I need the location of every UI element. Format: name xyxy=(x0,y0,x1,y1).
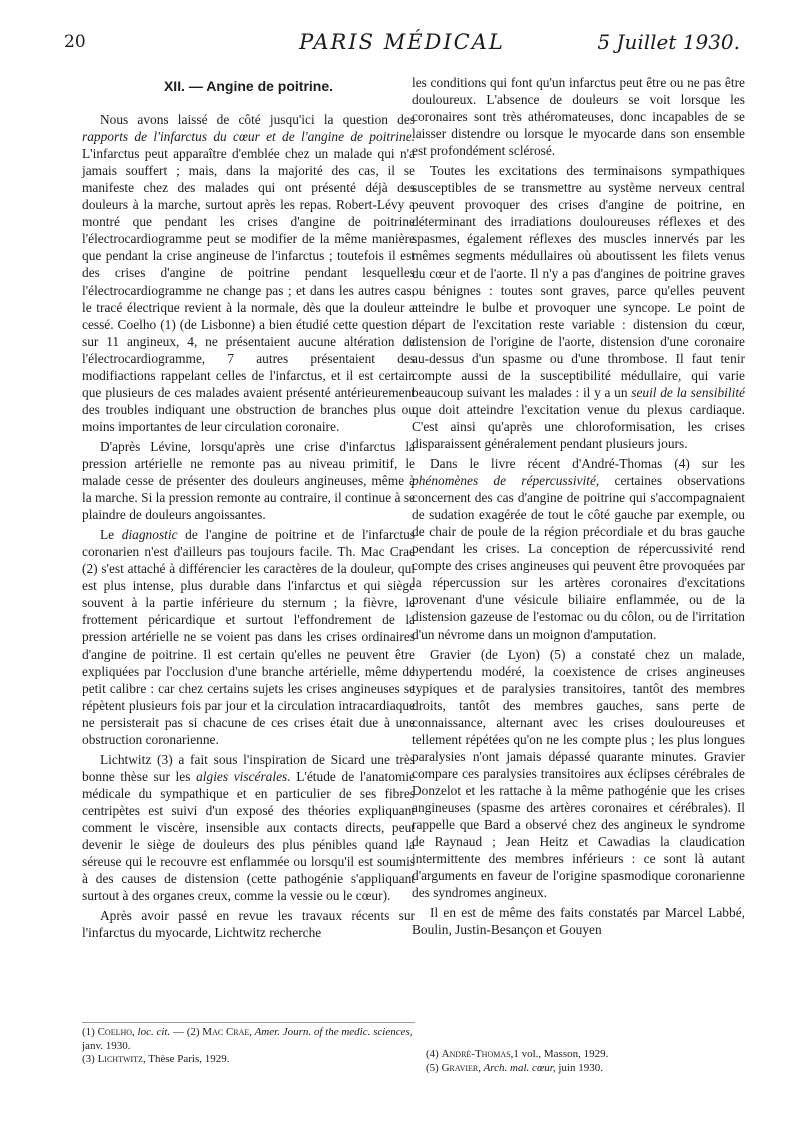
footnote: (4) André-Thomas,1 vol., Masson, 1929. xyxy=(426,1048,609,1060)
paragraph: Nous avons laissé de côté jusqu'ici la question des rapports de l'infarctus du cœur et de l'angine de poitrine. L'infarctus peut apparaître d'emblée chez un malade qui n'a jamais souffert ; mais, dans la majorité des cas, il se manifeste chez des malades qui ont présenté déjà des douleurs à la marche, surtout après les repas. Robert-Lévy a montré que pendant les crises d'angine de poitrine l'électrocardiogramme peut se modifier de la même manière que pendant la crise angineuse de l'infarctus ; toutefois il est des crises d'angine de poitrine pendant lesquelles l'électrocardiogramme ne change pas ; et dans les autres cas, le tracé électrique revient à la normale, dès que la douleur a cessé. Coelho (1) (de Lisbonne) a bien étudié cette question : sur 11 angineux, 4, ne présentaient aucune altération de l'électrocardiogramme, 7 autres présentaient des modifiactions rappelant celles de l'infarctus, et il est certain que plusieurs de ces malades avaient présenté antérieurement des troubles indiquant une obstruction de branches plus ou moins importantes de leur circulation coronaire. xyxy=(82,112,415,434)
left-column xyxy=(82,74,415,941)
paragraph: Dans le livre récent d'André-Thomas (4) sur les phénomènes de répercussivité, certaines observations concernent des cas d'angine de poitrine qui s'accompagnaient de sudation exagérée de tout le côté gauche par exemple, ou de chair de poule de la région précordiale et du bras gauche pendant les crises. La conception de répercussivité rend compte des crises angineuses qui peuvent être provoquées par la répercussion sur les artères coronaires d'excitations provenant d'une vésicule biliaire enflammée, ou de la distension gazeuse de l'estomac ou du côlon, ou de l'irritation d'un névrome dans un moignon d'amputation. xyxy=(412,456,745,642)
issue-date: 5 Juillet 1930. xyxy=(597,30,740,54)
paragraph: les conditions qui font qu'un infarctus peut être ou ne pas être douloureux. L'absence de douleurs se voit lorsque les coronaires sont très athéromateuses, donc incapables de se laisser distendre ou lorsque le myocarde dans son ensemble est profondément sclérosé. xyxy=(412,75,745,159)
footnote: (5) Gravier, Arch. mal. cœur, juin 1930. xyxy=(426,1061,603,1074)
page-header xyxy=(64,30,740,60)
footnote: (3) Lichtwitz, Thèse Paris, 1929. xyxy=(82,1053,230,1065)
section-title: XII. — Angine de poitrine. xyxy=(163,78,334,94)
paragraph: Toutes les excitations des terminaisons sympathiques susceptibles de se transmettre au système nerveux central peuvent provoquer des crises d'angine de poitrine, en déterminant des irradiations douloureuses réflexes et des spasmes, également réflexes des muscles innervés par les mêmes segments médullaires où aboutissent les filets venus du cœur et de l'aorte. Il n'y a pas d'angines de poitrine graves ou bénignes : toutes sont graves, parce qu'elles peuvent atteindre le bulbe et provoquer une syncope. Le point de départ de l'excitation reste variable : distension du cœur, distension de l'origine de l'aorte, distension d'une coronaire au-dessus d'un spasme ou d'une thrombose. Il faut tenir compte aussi de la susceptibilité médullaire, qui varie beaucoup suivant les malades : il y a un seuil de la sensibilité que doit atteindre l'excitation venue du plexus cardiaque. C'est ainsi qu'après une chloroformisation, les crises disparaissent généralement pendant plusieurs jours. xyxy=(412,163,745,451)
right-column xyxy=(412,74,745,938)
paragraph: Il en est de même des faits constatés par Marcel Labbé, Boulin, Justin-Besançon et Gouyen xyxy=(412,905,745,938)
footnote: (1) Coelho, loc. cit. — (2) Mac Crae, Amer. Journ. of the medic. sciences, janv. 1930. xyxy=(82,1026,413,1052)
paragraph: Lichtwitz (3) a fait sous l'inspiration de Sicard une très bonne thèse sur les algies viscérales. L'étude de l'anatomie médicale du sympathique et en particulier de ses fibres centripètes est suivi d'un exposé des théories expliquant comment le viscère, insensible aux contacts directs, peut devenir le siège de douleurs des plus pénibles quand la séreuse qui le recouvre est enflammée ou lorsqu'il est soumis à des causes de distension (cette pathogénie s'appliquant surtout à des organes creux, comme la vessie ou le cœur). xyxy=(82,751,415,904)
paragraph: Gravier (de Lyon) (5) a constaté chez un malade, hypertendu modéré, la coexistence de crises angineuses typiques et de paralysies transitoires, tantôt des membres droits, tantôt des membres gauches, sans perte de connaissance, alternant avec les crises douloureuses et tellement répétées qu'on ne les compte plus ; les plus longues paralysies n'ont jamais dépassé quarante minutes. Gravier compare ces paralysies transitoires aux éclipses cérébrales de Donzelot et les rattache à la même pathogénie que les crises angineuses (spasme des artères coronaires et cérébrales). Il rappelle que Bard a observé chez des angineux le syndrome de Raynaud ; Jean Heitz et Cawadias la claudication intermittente des membres inférieurs : ce sont là autant d'arguments en faveur de l'origine spasmodique coronarienne des syndromes angineux. xyxy=(412,646,745,901)
journal-title: PARIS MÉDICAL xyxy=(299,30,505,54)
page-number: 20 xyxy=(64,32,86,52)
paragraph: D'après Lévine, lorsqu'après une crise d'infarctus la pression artérielle ne remonte pas au niveau primitif, le malade cesse de présenter des douleurs angineuses, même à la marche. Si la pression remonte au contraire, il continue à se plaindre de douleurs angoissantes. xyxy=(82,438,415,523)
footnotes-left xyxy=(82,1022,415,1067)
paragraph: Après avoir passé en revue les travaux récents sur l'infarctus du myocarde, Lichtwitz recherche xyxy=(82,908,415,941)
footnotes-right xyxy=(426,1048,745,1075)
paragraph: Le diagnostic de l'angine de poitrine et de l'infarctus coronarien n'est d'ailleurs pas toujours facile. Th. Mac Crae (2) s'est attaché à différencier les caractères de la douleur, qui est plus intense, plus durable dans l'infarctus et qui siège souvent à la partie inférieure du sternum ; la fièvre, le frottement péricardique et surtout l'effondrement de la pression artérielle ne se voient pas dans les crises ordinaires d'angine de poitrine. Il est certain qu'elles ne peuvent être expliquées par l'occlusion d'une branche artérielle, même de petit calibre : car chez certains sujets les crises angineuses se répètent plusieurs fois par jour et la circulation intracardiaque ne persisterait pas si chacune de ces crises était due à une obstruction coronarienne. xyxy=(82,527,415,747)
footnote-divider xyxy=(82,1022,415,1023)
